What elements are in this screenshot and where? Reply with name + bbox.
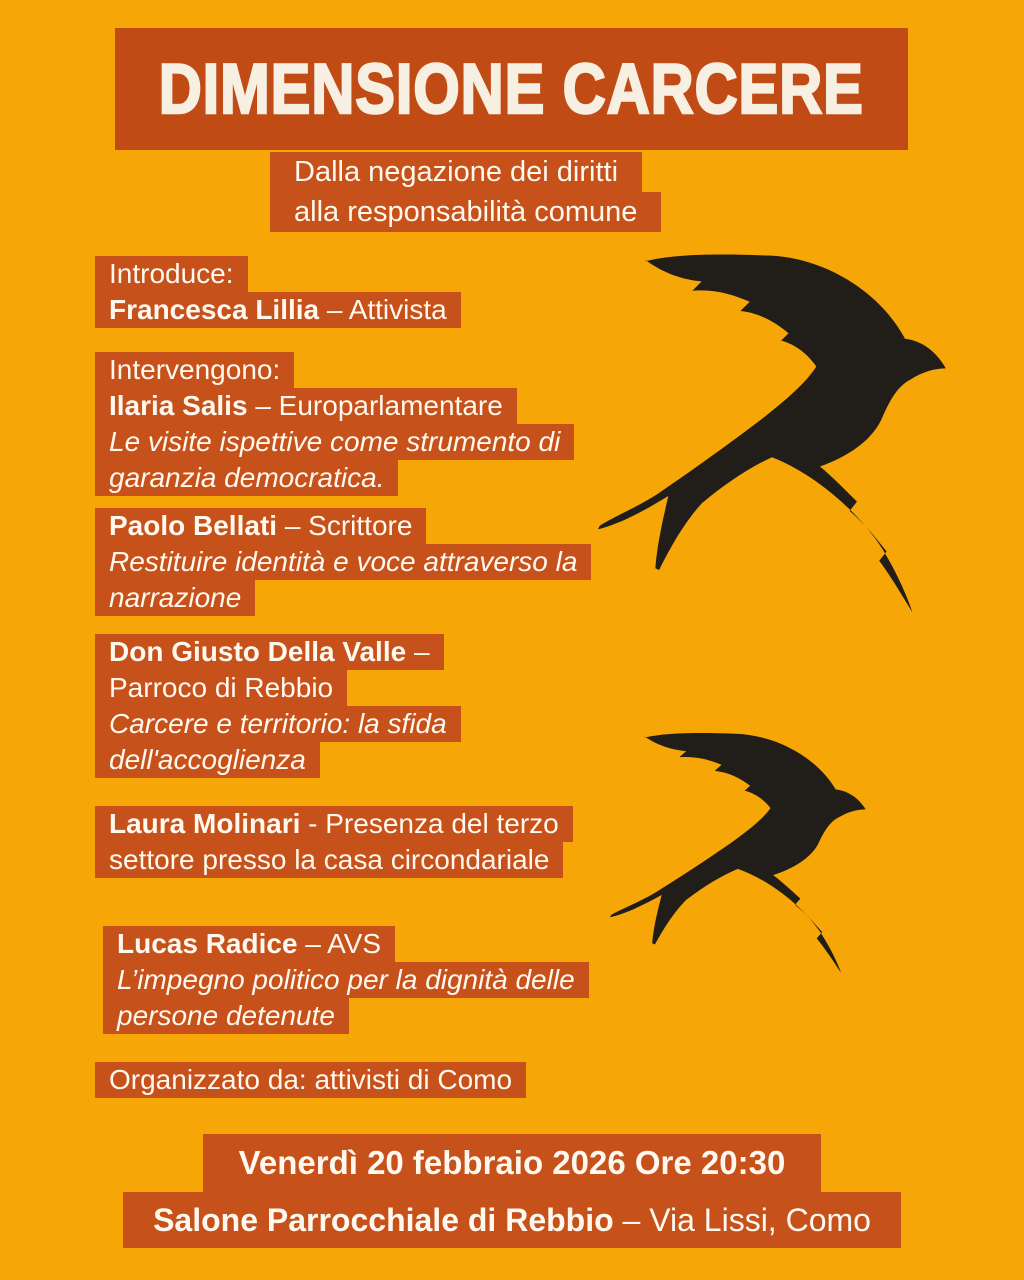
speaker-role: – Attivista <box>319 294 447 325</box>
poster-title: DIMENSIONE CARCERE <box>158 49 865 129</box>
laura-block <box>95 806 573 878</box>
speaker-topic: narrazione <box>95 580 255 616</box>
venue-address: – Via Lissi, Como <box>613 1202 871 1238</box>
speaker-name: Francesca Lillia <box>109 294 320 325</box>
speaker-name: Paolo Bellati <box>109 510 278 541</box>
speaker-name: Ilaria Salis <box>109 390 248 421</box>
speaker-role: – AVS <box>297 928 382 959</box>
speaker-line-lucas <box>103 926 395 962</box>
event-venue-row <box>0 1192 1024 1248</box>
don-giusto-block <box>95 634 461 778</box>
speaker-name: Lucas Radice <box>117 928 298 959</box>
speaker-line-francesca <box>95 292 461 328</box>
speaker-topic: Restituire identità e voce attraverso la <box>95 544 591 580</box>
swallow-icon <box>598 250 968 620</box>
title-banner <box>115 28 908 150</box>
speaker-line-paolo <box>95 508 426 544</box>
poster-subtitle <box>270 152 661 232</box>
speaker-topic: L’impegno politico per la dignità delle <box>103 962 589 998</box>
organizer-text: Organizzato da: attivisti di Como <box>95 1062 526 1098</box>
event-venue <box>123 1192 901 1248</box>
lucas-block <box>103 926 589 1034</box>
speaker-topic: garanzia democratica. <box>95 460 398 496</box>
swallow-icon <box>610 730 882 978</box>
dash: – <box>406 636 430 667</box>
event-datetime-row <box>0 1134 1024 1192</box>
speaker-topic: persone detenute <box>103 998 349 1034</box>
event-datetime <box>203 1134 822 1192</box>
speaker-role: – Europarlamentare <box>247 390 503 421</box>
speaker-role: - Presenza del terzo <box>300 808 559 839</box>
event-datetime-text: Venerdì 20 febbraio 2026 Ore 20:30 <box>238 1144 786 1181</box>
organizer-block <box>95 1062 526 1098</box>
speaker-role: – Scrittore <box>277 510 413 541</box>
section-label-intervengono: Intervengono: <box>95 352 294 388</box>
speaker-name: Laura Molinari <box>109 808 301 839</box>
speaker-name: Don Giusto Della Valle <box>109 636 407 667</box>
introduce-block <box>95 256 461 328</box>
section-label-introduce: Introduce: <box>95 256 248 292</box>
speaker-line-don-giusto <box>95 634 444 670</box>
subtitle-line-1: Dalla negazione dei diritti <box>270 152 642 192</box>
speaker-topic: Carcere e territorio: la sfida <box>95 706 461 742</box>
speaker-line-ilaria <box>95 388 517 424</box>
speaker-line-laura <box>95 806 573 842</box>
intervengono-block <box>95 352 574 496</box>
speaker-topic: dell'accoglienza <box>95 742 320 778</box>
subtitle-line-2: alla responsabilità comune <box>270 192 661 232</box>
speaker-role-continued: settore presso la casa circondariale <box>95 842 563 878</box>
speaker-topic: Le visite ispettive come strumento di <box>95 424 574 460</box>
venue-name: Salone Parrocchiale di Rebbio <box>153 1202 614 1238</box>
speaker-role: Parroco di Rebbio <box>95 670 347 706</box>
paolo-block <box>95 508 591 616</box>
